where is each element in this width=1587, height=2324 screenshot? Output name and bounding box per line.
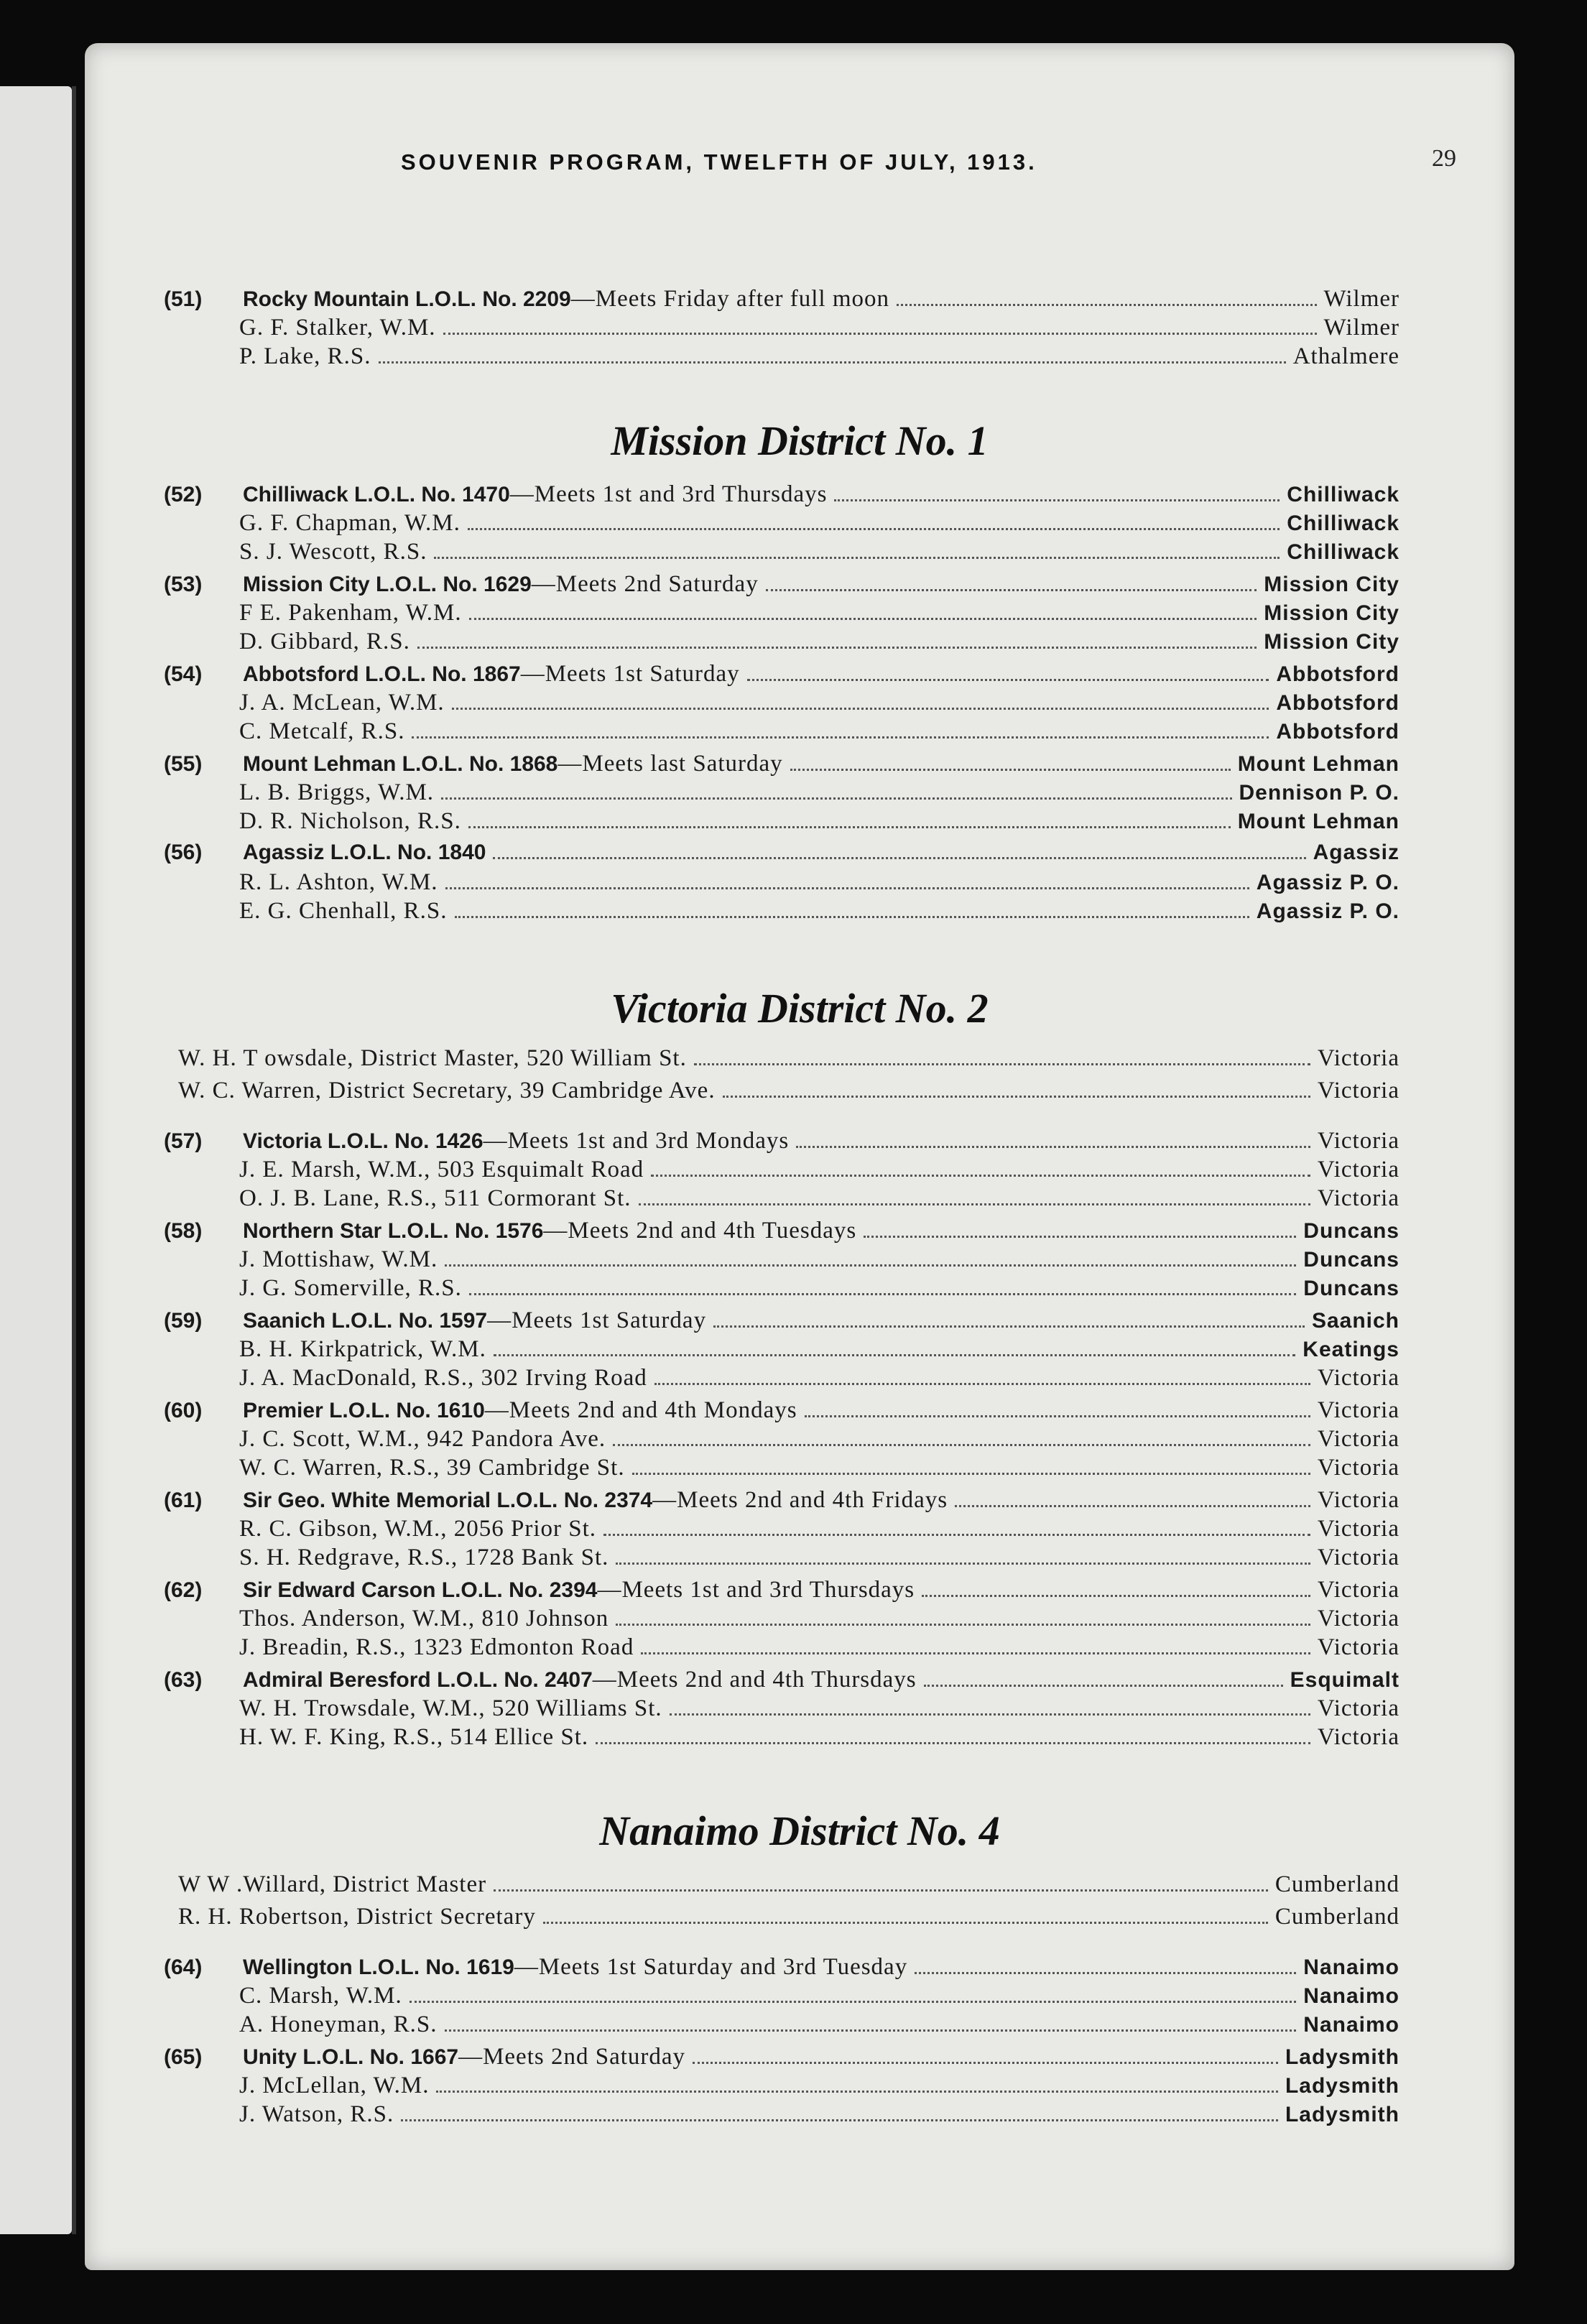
location: Victoria — [1317, 1516, 1399, 1542]
location: Abbotsford — [1276, 691, 1399, 715]
officer-row — [239, 1426, 1399, 1453]
meeting-schedule: —Meets 1st Saturday — [487, 1307, 707, 1333]
officer-name: Thos. Anderson, W.M., 810 Johnson — [239, 1606, 609, 1631]
lodge-number: (62) — [164, 1578, 203, 1602]
lodge-number: (64) — [164, 1955, 203, 1979]
dot-leader — [401, 2119, 1278, 2121]
location: Victoria — [1317, 1365, 1399, 1391]
lodge-number: (51) — [164, 287, 203, 311]
location: Duncans — [1303, 1219, 1399, 1243]
dot-leader — [924, 1685, 1283, 1687]
officer-row — [239, 690, 1399, 717]
location: Victoria — [1317, 1397, 1399, 1423]
location: Dennison P. O. — [1239, 781, 1399, 805]
officer-row — [239, 510, 1399, 537]
dot-leader — [469, 1293, 1296, 1295]
location: Nanaimo — [1303, 2013, 1399, 2037]
dot-leader — [596, 1742, 1310, 1744]
location: Chilliwack — [1287, 540, 1399, 564]
meeting-schedule: —Meets 1st Saturday and 3rd Tuesday — [514, 1954, 908, 1980]
location: Victoria — [1317, 1455, 1399, 1481]
lodge-name: Premier L.O.L. No. 1610 — [243, 1399, 485, 1422]
officer-name: J. A. McLean, W.M. — [239, 690, 445, 716]
lodge-number: (54) — [164, 662, 203, 686]
dot-leader — [494, 1354, 1295, 1356]
location: Victoria — [1317, 1426, 1399, 1452]
dot-leader — [670, 1713, 1310, 1716]
officer-name: F E. Pakenham, W.M. — [239, 600, 462, 626]
officer-row — [239, 315, 1399, 342]
meeting-schedule: —Meets 2nd and 4th Tuesdays — [543, 1218, 857, 1244]
lodge-entry-row — [164, 1397, 1399, 1425]
section-heading-victoria: Victoria District No. 2 — [611, 985, 989, 1032]
lodge-name: Abbotsford L.O.L. No. 1867 — [243, 662, 521, 686]
dot-leader — [445, 2029, 1297, 2032]
location: Agassiz — [1313, 841, 1399, 864]
officer-row — [239, 1246, 1399, 1274]
location: Victoria — [1317, 1157, 1399, 1182]
officer-name: G. F. Stalker, W.M. — [239, 315, 436, 341]
lodge-entry-row — [164, 841, 1399, 868]
location: Chilliwack — [1287, 511, 1399, 535]
officer-name: W. H. T owsdale, District Master, 520 William St. — [178, 1045, 687, 1071]
location: Victoria — [1317, 1634, 1399, 1660]
lodge-number: (52) — [164, 483, 203, 506]
officer-row — [239, 1185, 1399, 1213]
lodge-name: Wellington L.O.L. No. 1619 — [243, 1955, 514, 1979]
dot-leader — [445, 1264, 1296, 1267]
dot-leader — [434, 557, 1280, 559]
officer-row — [239, 1516, 1399, 1543]
location: Duncans — [1303, 1248, 1399, 1272]
officer-row — [239, 1695, 1399, 1723]
lodge-entry-row — [164, 1577, 1399, 1604]
dot-leader — [441, 797, 1231, 800]
dot-leader — [452, 708, 1269, 710]
meeting-schedule: —Meets last Saturday — [557, 751, 783, 777]
location: Mission City — [1264, 601, 1399, 625]
dot-leader — [379, 361, 1286, 364]
meeting-schedule: —Meets 1st Saturday — [520, 661, 740, 687]
officer-row — [239, 2011, 1399, 2039]
location: Victoria — [1317, 1545, 1399, 1570]
officer-row — [239, 1157, 1399, 1184]
officer-row — [239, 343, 1399, 371]
lodge-entry-row — [164, 1954, 1399, 1981]
dot-leader — [955, 1505, 1310, 1507]
dot-leader — [412, 736, 1269, 739]
officer-name: R. H. Robertson, District Secretary — [178, 1904, 536, 1930]
meeting-schedule: —Meets 2nd Saturday — [531, 571, 759, 597]
dot-leader — [747, 679, 1269, 681]
location: Ladysmith — [1285, 2103, 1399, 2126]
dot-leader — [410, 2001, 1297, 2003]
dot-leader — [443, 333, 1317, 335]
dot-leader — [543, 1922, 1268, 1924]
lodge-number: (58) — [164, 1219, 203, 1243]
dot-leader — [694, 1063, 1310, 1065]
lodge-entry-row — [164, 1307, 1399, 1335]
location: Victoria — [1317, 1487, 1399, 1513]
meeting-schedule: —Meets 1st and 3rd Thursdays — [597, 1577, 915, 1603]
officer-row — [239, 1724, 1399, 1751]
meeting-schedule: —Meets 1st and 3rd Mondays — [483, 1128, 790, 1154]
officer-row — [239, 1275, 1399, 1302]
lodge-name: Mission City L.O.L. No. 1629 — [243, 573, 532, 596]
location: Nanaimo — [1303, 1984, 1399, 2008]
lodge-number: (53) — [164, 573, 203, 596]
officer-row — [239, 779, 1399, 807]
officer-row — [239, 718, 1399, 746]
dot-leader — [613, 1444, 1310, 1446]
officer-name: J. Watson, R.S. — [239, 2101, 394, 2127]
officer-name: P. Lake, R.S. — [239, 343, 371, 369]
officer-name: J. A. MacDonald, R.S., 302 Irving Road — [239, 1365, 647, 1391]
officer-row — [239, 600, 1399, 627]
dot-leader — [468, 528, 1280, 530]
facing-page-edge — [0, 86, 72, 2234]
dot-leader — [864, 1236, 1296, 1238]
lodge-number: (63) — [164, 1668, 203, 1692]
lodge-entry-row — [164, 1218, 1399, 1245]
officer-row — [239, 1455, 1399, 1482]
location: Victoria — [1317, 1577, 1399, 1603]
officer-row — [239, 1365, 1399, 1392]
dot-leader — [616, 1624, 1310, 1626]
location: Victoria — [1317, 1695, 1399, 1721]
officer-row — [178, 1045, 1399, 1073]
lodge-number: (65) — [164, 2045, 203, 2069]
dot-leader — [790, 769, 1231, 771]
dot-leader — [922, 1595, 1310, 1597]
location: Wilmer — [1323, 286, 1399, 312]
officer-row — [239, 2073, 1399, 2100]
dot-leader — [469, 618, 1257, 620]
meeting-schedule: —Meets 2nd and 4th Mondays — [484, 1397, 797, 1423]
running-header: SOUVENIR PROGRAM, TWELFTH OF JULY, 1913. — [401, 149, 1037, 175]
meeting-schedule: —Meets Friday after full moon — [570, 286, 889, 312]
dot-leader — [455, 916, 1249, 918]
officer-name: B. H. Kirkpatrick, W.M. — [239, 1336, 486, 1362]
lodge-entry-row — [164, 1667, 1399, 1694]
dot-leader — [436, 2091, 1277, 2093]
lodge-name: Unity L.O.L. No. 1667 — [243, 2045, 459, 2069]
lodge-name: Saanich L.O.L. No. 1597 — [243, 1309, 488, 1333]
dot-leader — [632, 1473, 1310, 1475]
dot-leader — [713, 1325, 1305, 1328]
location: Abbotsford — [1276, 662, 1399, 686]
lodge-name: Sir Geo. White Memorial L.O.L. No. 2374 — [243, 1489, 653, 1512]
meeting-schedule: —Meets 2nd and 4th Thursdays — [592, 1667, 917, 1693]
officer-name: W. C. Warren, District Secretary, 39 Cambridge Ave. — [178, 1078, 716, 1103]
lodge-number: (59) — [164, 1309, 203, 1333]
officer-name: R. L. Ashton, W.M. — [239, 869, 438, 895]
officer-row — [239, 1983, 1399, 2010]
officer-row — [239, 869, 1399, 897]
dot-leader — [616, 1563, 1310, 1565]
lodge-entry-row — [164, 661, 1399, 688]
officer-name: J. C. Scott, W.M., 942 Pandora Ave. — [239, 1426, 606, 1452]
lodge-name: Admiral Beresford L.O.L. No. 2407 — [243, 1668, 593, 1692]
location: Mission City — [1264, 630, 1399, 654]
lodge-entry-row — [164, 481, 1399, 509]
dot-leader — [805, 1415, 1310, 1417]
officer-row — [239, 898, 1399, 925]
officer-name: W. H. Trowsdale, W.M., 520 Williams St. — [239, 1695, 662, 1721]
location: Nanaimo — [1303, 1955, 1399, 1979]
lodge-entry-row — [164, 286, 1399, 313]
dot-leader — [723, 1096, 1310, 1098]
location: Saanich — [1311, 1309, 1399, 1333]
document-page — [85, 43, 1514, 2270]
lodge-entry-row — [164, 2044, 1399, 2071]
location: Mount Lehman — [1237, 752, 1399, 776]
dot-leader — [493, 857, 1305, 859]
meeting-schedule: —Meets 1st and 3rd Thursdays — [509, 481, 828, 507]
lodge-entry-row — [164, 571, 1399, 598]
officer-name: J. Breadin, R.S., 1323 Edmonton Road — [239, 1634, 634, 1660]
location: Wilmer — [1323, 315, 1399, 341]
officer-row — [178, 1078, 1399, 1105]
dot-leader — [468, 826, 1231, 828]
lodge-number: (56) — [164, 841, 203, 864]
officer-row — [178, 1904, 1399, 1931]
officer-name: E. G. Chenhall, R.S. — [239, 898, 448, 924]
location: Victoria — [1317, 1724, 1399, 1750]
dot-leader — [796, 1146, 1310, 1148]
location: Mission City — [1264, 573, 1399, 596]
officer-row — [239, 808, 1399, 835]
lodge-entry-row — [164, 751, 1399, 778]
officer-name: J. Mottishaw, W.M. — [239, 1246, 438, 1272]
officer-row — [239, 539, 1399, 566]
lodge-number: (61) — [164, 1489, 203, 1512]
lodge-name: Sir Edward Carson L.O.L. No. 2394 — [243, 1578, 598, 1602]
officer-row — [239, 2101, 1399, 2129]
lodge-entry-row — [164, 1487, 1399, 1514]
location: Abbotsford — [1276, 720, 1399, 744]
location: Keatings — [1303, 1338, 1399, 1361]
location: Cumberland — [1274, 1871, 1399, 1897]
dot-leader — [654, 1383, 1310, 1385]
location: Victoria — [1317, 1045, 1399, 1071]
officer-name: J. G. Somerville, R.S. — [239, 1275, 462, 1301]
officer-name: W W .Willard, District Master — [178, 1871, 487, 1897]
location: Esquimalt — [1290, 1668, 1399, 1692]
officer-name: O. J. B. Lane, R.S., 511 Cormorant St. — [239, 1185, 631, 1211]
location: Chilliwack — [1287, 483, 1399, 506]
officer-row — [239, 1606, 1399, 1633]
location: Mount Lehman — [1237, 810, 1399, 833]
officer-name: J. McLellan, W.M. — [239, 2073, 430, 2098]
lodge-number: (57) — [164, 1129, 203, 1153]
officer-row — [239, 1545, 1399, 1572]
officer-row — [178, 1871, 1399, 1899]
dot-leader — [897, 304, 1317, 306]
officer-row — [239, 629, 1399, 656]
lodge-name: Agassiz L.O.L. No. 1840 — [243, 841, 486, 864]
lodge-name: Victoria L.O.L. No. 1426 — [243, 1129, 483, 1153]
officer-name: S. H. Redgrave, R.S., 1728 Bank St. — [239, 1545, 609, 1570]
location: Cumberland — [1274, 1904, 1399, 1930]
officer-name: S. J. Wescott, R.S. — [239, 539, 427, 565]
location: Agassiz P. O. — [1256, 871, 1399, 894]
lodge-name: Chilliwack L.O.L. No. 1470 — [243, 483, 510, 506]
officer-name: G. F. Chapman, W.M. — [239, 510, 461, 536]
dot-leader — [834, 499, 1280, 501]
page-number: 29 — [1432, 145, 1456, 172]
location: Ladysmith — [1285, 2074, 1399, 2098]
officer-name: C. Marsh, W.M. — [239, 1983, 402, 2009]
dot-leader — [693, 2062, 1278, 2064]
officer-name: A. Honeyman, R.S. — [239, 2011, 438, 2037]
lodge-number: (55) — [164, 752, 203, 776]
section-heading-mission: Mission District No. 1 — [611, 417, 989, 464]
lodge-entry-row — [164, 1128, 1399, 1155]
officer-row — [239, 1336, 1399, 1364]
officer-name: D. R. Nicholson, R.S. — [239, 808, 461, 834]
lodge-number: (60) — [164, 1399, 203, 1422]
location: Duncans — [1303, 1277, 1399, 1300]
officer-name: C. Metcalf, R.S. — [239, 718, 405, 744]
meeting-schedule: —Meets 2nd and 4th Fridays — [652, 1487, 948, 1513]
officer-name: D. Gibbard, R.S. — [239, 629, 410, 654]
officer-name: W. C. Warren, R.S., 39 Cambridge St. — [239, 1455, 625, 1481]
lodge-name: Northern Star L.O.L. No. 1576 — [243, 1219, 544, 1243]
location: Ladysmith — [1285, 2045, 1399, 2069]
section-heading-nanaimo: Nanaimo District No. 4 — [599, 1807, 1000, 1854]
dot-leader — [639, 1203, 1310, 1205]
location: Agassiz P. O. — [1256, 899, 1399, 923]
location: Victoria — [1317, 1078, 1399, 1103]
dot-leader — [766, 589, 1257, 591]
officer-name: L. B. Briggs, W.M. — [239, 779, 435, 805]
dot-leader — [417, 647, 1257, 649]
officer-name: J. E. Marsh, W.M., 503 Esquimalt Road — [239, 1157, 644, 1182]
lodge-name: Mount Lehman L.O.L. No. 1868 — [243, 752, 558, 776]
location: Victoria — [1317, 1606, 1399, 1631]
dot-leader — [445, 887, 1249, 889]
officer-name: R. C. Gibson, W.M., 2056 Prior St. — [239, 1516, 596, 1542]
location: Victoria — [1317, 1128, 1399, 1154]
officer-row — [239, 1634, 1399, 1662]
dot-leader — [651, 1175, 1310, 1177]
dot-leader — [641, 1652, 1310, 1654]
dot-leader — [494, 1889, 1268, 1892]
meeting-schedule: —Meets 2nd Saturday — [458, 2044, 686, 2070]
location: Athalmere — [1292, 343, 1399, 369]
officer-name: H. W. F. King, R.S., 514 Ellice St. — [239, 1724, 589, 1750]
location: Victoria — [1317, 1185, 1399, 1211]
lodge-name: Rocky Mountain L.O.L. No. 2209 — [243, 287, 571, 311]
dot-leader — [603, 1534, 1310, 1536]
dot-leader — [915, 1972, 1296, 1974]
